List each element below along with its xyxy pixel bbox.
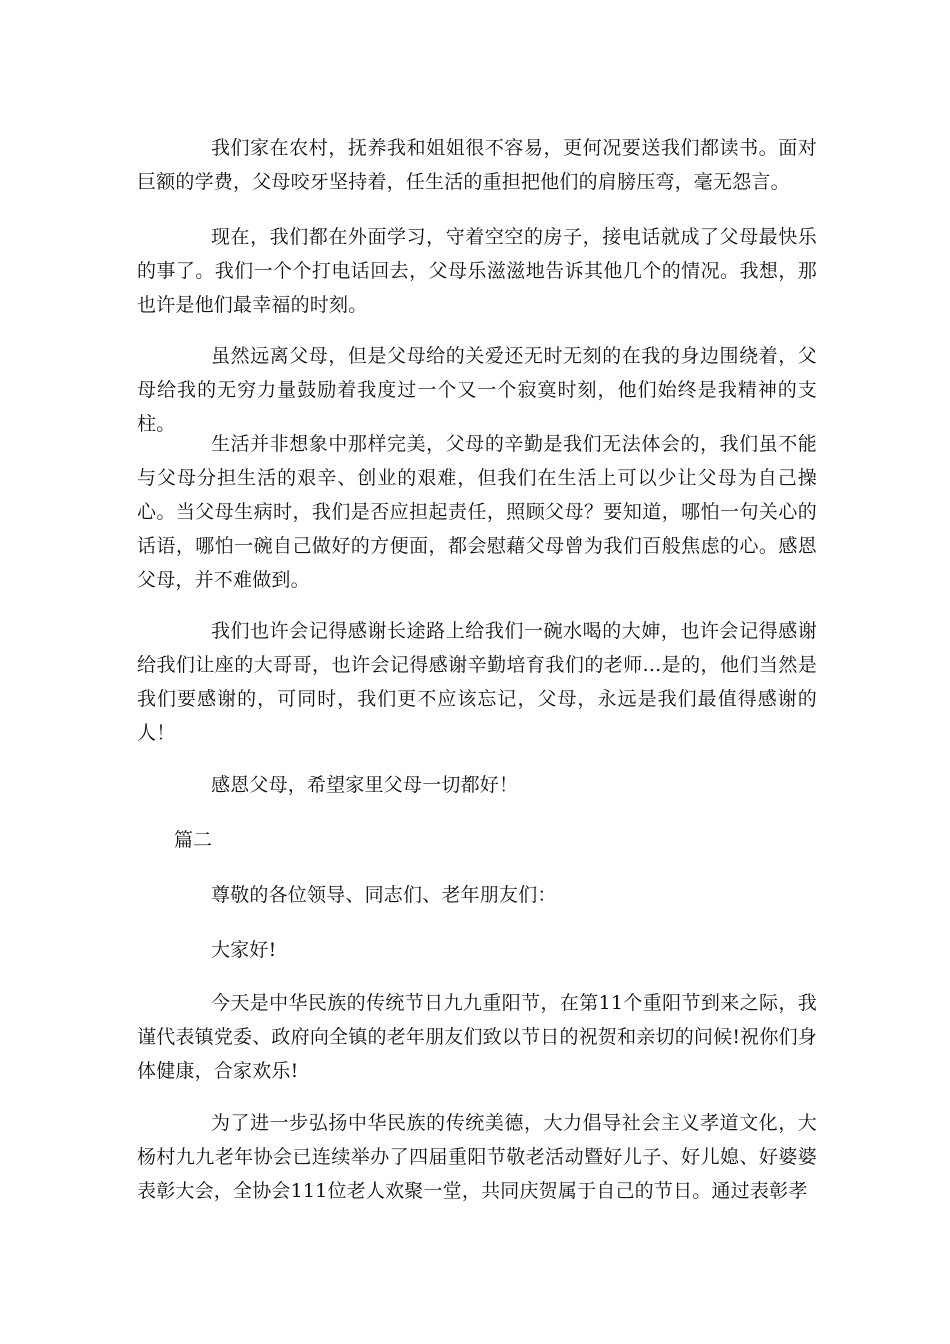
section-paragraph-1: 尊敬的各位领导、同志们、老年朋友们： (211, 884, 557, 906)
paragraph-3: 虽然远离父母，但是父母给的关爱还无时无刻的在我的身边围绕着，父母给我的无穷力量鼓励着我度过一个又一个寂寞时刻，他们始终是我精神的支柱。 (137, 345, 817, 435)
paragraph-1: 我们家在农村，抚养我和姐姐很不容易，更何况要送我们都读书。面对巨额的学费，父母咬牙坚持着，任生活的重担把他们的肩膀压弯，毫无怨言。 (137, 137, 817, 193)
section-heading: 篇二 (174, 829, 213, 851)
paragraph-2: 现在，我们都在外面学习，守着空空的房子，接电话就成了父母最快乐的事了。我们一个个打电话回去，父母乐滋滋地告诉其他几个的情况。我想，那也许是他们最幸福的时刻。 (137, 226, 817, 316)
paragraph-5: 我们也许会记得感谢长途路上给我们一碗水喝的大婶，也许会记得感谢给我们让座的大哥哥，也许会记得感谢辛勤培育我们的老师...是的，他们当然是我们要感谢的，可同时，我们更不应该忘记，父母，永远是我们最值得感谢的人！ (137, 620, 817, 744)
section-paragraph-4: 为了进一步弘扬中华民族的传统美德，大力倡导社会主义孝道文化，大杨村九九老年协会已连续举办了四届重阳节敬老活动暨好儿子、好儿媳、好婆婆表彰大会，全协会111位老人欢聚一堂，共同庆贺属于自己的节日。通过表彰孝 (137, 1112, 817, 1202)
paragraph-4: 生活并非想象中那样完美，父母的辛勤是我们无法体会的，我们虽不能与父母分担生活的艰辛、创业的艰难，但我们在生活上可以少让父母为自己操心。当父母生病时，我们是否应担起责任，照顾父母？要知道，哪怕一句关心的话语，哪怕一碗自己做好的方便面，都会慰藉父母曾为我们百般焦虑的心。感恩父母，并不难做到。 (137, 433, 817, 591)
paragraph-6: 感恩父母，希望家里父母一切都好！ (211, 774, 519, 796)
section-paragraph-3: 今天是中华民族的传统节日九九重阳节，在第11个重阳节到来之际，我谨代表镇党委、政府向全镇的老年朋友们致以节日的祝贺和亲切的问候!祝你们身体健康，合家欢乐! (137, 992, 817, 1082)
section-paragraph-2: 大家好! (211, 939, 277, 961)
